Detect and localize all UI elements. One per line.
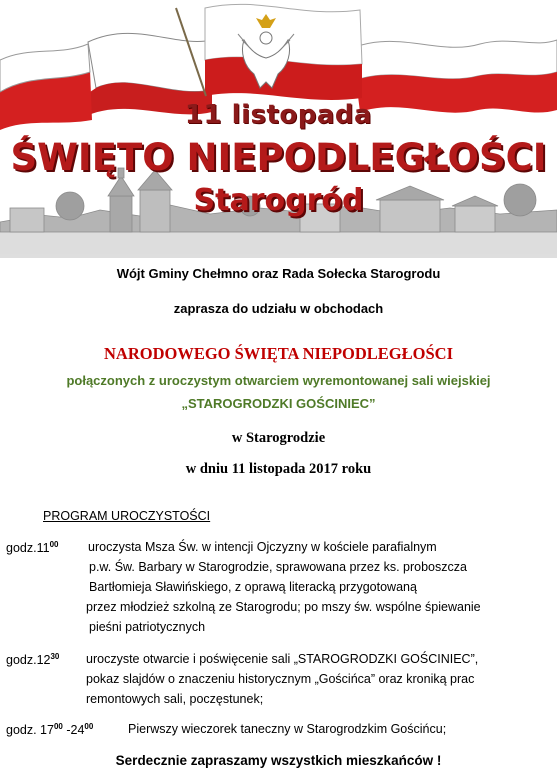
closing-line: Serdecznie zapraszamy wszystkich mieszkańców ! <box>115 753 442 768</box>
date-line: w dniu 11 listopada 2017 roku <box>185 461 372 477</box>
hall-name: „STAROGRODZKI GOŚCINIEC” <box>181 396 376 411</box>
program-time-3: godz. $17^{00}$ $-24^{00}$ <box>6 722 94 737</box>
banner-date: 11 listopada <box>184 100 373 130</box>
location-line: w Starogrodzie <box>231 430 326 446</box>
program-line: uroczyste otwarcie i poświęcenie sali „STAROGRODZKI GOŚCINIEC”, <box>86 652 479 666</box>
program-time-2: $godz.12^{30}$ <box>6 652 60 667</box>
event-title: NARODOWEGO ŚWIĘTA NIEPODLEGŁOŚCI <box>103 344 453 363</box>
host-line: Wójt Gminy Chełmno oraz Rada Sołecka Starogrodu <box>116 266 441 281</box>
program-line: p.w. Św. Barbary w Starogrodzie, sprawowana przez ks. proboszcza <box>89 560 467 574</box>
combined-line: połączonych z uroczystym otwarciem wyremontowanej sali wiejskiej <box>66 373 491 388</box>
banner-title: ŚWIĘTO NIEPODLEGŁOŚCI <box>10 136 547 179</box>
program-line: uroczysta Msza Św. w intencji Ojczyzny w kościele parafialnym <box>88 540 437 554</box>
program-line: pieśni patriotycznych <box>89 620 206 634</box>
program-line: remontowych sali, poczęstunek; <box>86 692 264 706</box>
program-line: Pierwszy wieczorek taneczny w Starogrodzkim Gościńcu; <box>128 722 447 736</box>
program-line: Bartłomieja Sławińskiego, z oprawą literacką przygotowaną <box>89 580 417 594</box>
program-heading: PROGRAM UROCZYSTOŚCI <box>43 509 211 523</box>
banner-place: Starogród <box>193 183 364 218</box>
program-line: pokaz slajdów o znaczeniu historycznym „Gościńca” oraz kroniką prac <box>86 672 475 686</box>
header-banner <box>0 0 557 258</box>
program-line: przez młodzież szkolną ze Starogrodu; po mszy św. wspólne śpiewanie <box>86 600 481 614</box>
invitation-line: zaprasza do udziału w obchodach <box>173 301 384 316</box>
program-time-1: $godz.11^{00}$ <box>6 540 59 555</box>
